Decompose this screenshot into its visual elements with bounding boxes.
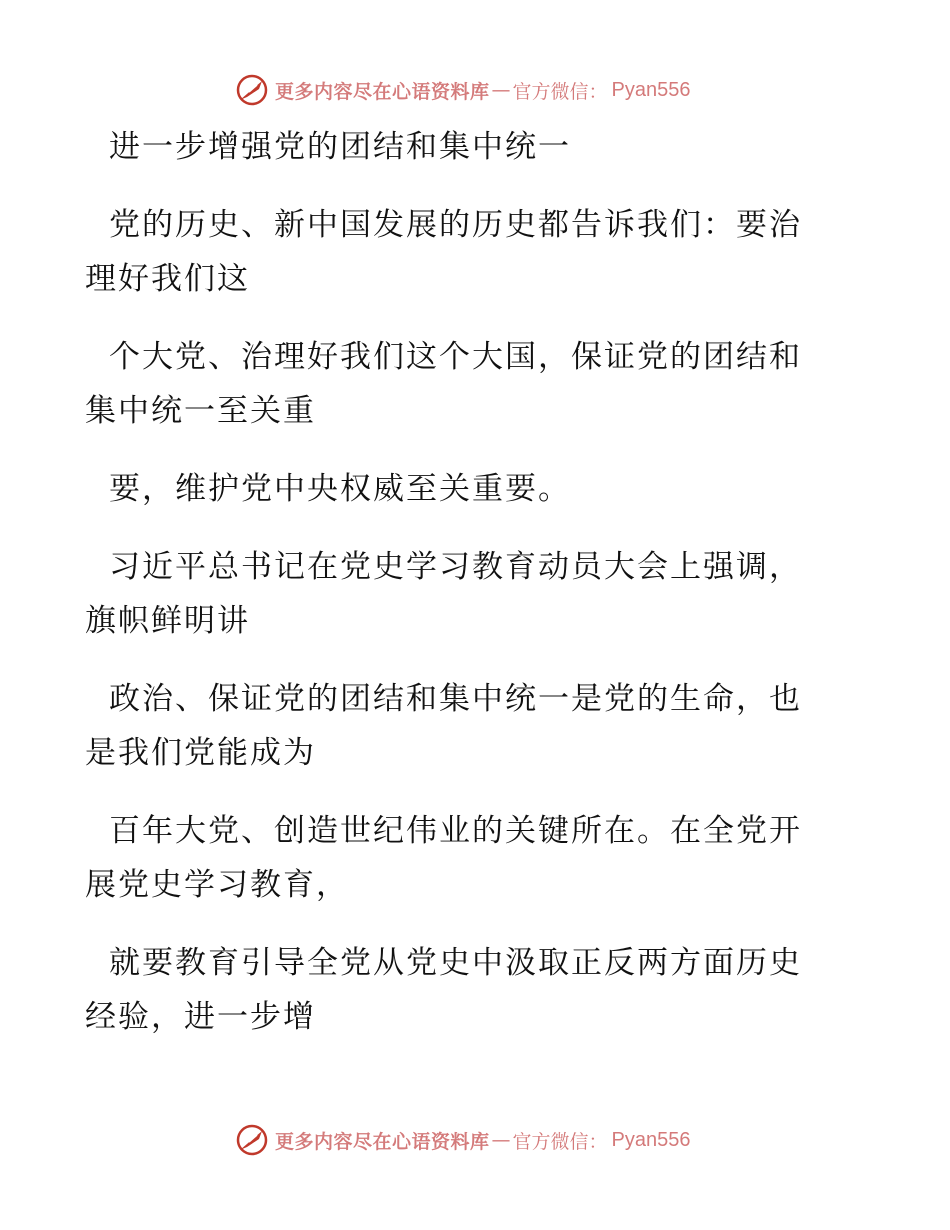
paragraph-4 <box>97 462 857 516</box>
paragraph-1 <box>97 120 857 174</box>
paragraph-2 <box>85 198 857 306</box>
paragraph-8-line-1: 就要教育引导全党从党史中汲取正反两方面历史 <box>109 945 802 981</box>
footer-banner-wechat-id: Pyan556 <box>611 1128 691 1151</box>
paragraph-3 <box>85 330 857 438</box>
header-banner-wechat-id: Pyan556 <box>611 78 691 101</box>
paragraph-8 <box>85 936 857 1044</box>
paragraph-5 <box>85 540 857 648</box>
header-banner-wechat-label: 官方微信： <box>512 80 608 103</box>
paragraph-2-line-2: 理好我们这 <box>85 261 250 297</box>
paragraph-2-line-1: 党的历史、新中国发展的历史都告诉我们：要治 <box>109 207 802 243</box>
paragraph-7-line-2: 展党史学习教育， <box>85 867 349 903</box>
quill-pen-logo-icon <box>235 1123 269 1157</box>
paragraph-1-line-1: 进一步增强党的团结和集中统一 <box>109 129 571 165</box>
quill-pen-logo-icon <box>235 73 269 107</box>
paragraph-4-line-1: 要，维护党中央权威至关重要。 <box>109 471 571 507</box>
footer-banner <box>0 1120 950 1160</box>
header-banner <box>0 70 950 110</box>
paragraph-6 <box>85 672 857 780</box>
header-banner-dash: — <box>491 79 511 101</box>
paragraph-5-line-1: 习近平总书记在党史学习教育动员大会上强调， <box>109 549 802 585</box>
header-banner-title: 更多内容尽在心语资料库 <box>275 80 490 103</box>
paragraph-3-line-1: 个大党、治理好我们这个大国，保证党的团结和 <box>109 339 802 375</box>
paragraph-6-line-2: 是我们党能成为 <box>85 735 316 771</box>
document-body <box>85 120 857 1068</box>
paragraph-6-line-1: 政治、保证党的团结和集中统一是党的生命，也 <box>109 681 802 717</box>
paragraph-3-line-2: 集中统一至关重 <box>85 393 316 429</box>
paragraph-8-line-2: 经验，进一步增 <box>85 999 316 1035</box>
footer-banner-title: 更多内容尽在心语资料库 <box>275 1130 490 1153</box>
paragraph-7 <box>85 804 857 912</box>
paragraph-7-line-1: 百年大党、创造世纪伟业的关键所在。在全党开 <box>109 813 802 849</box>
footer-banner-wechat-label: 官方微信： <box>512 1130 608 1153</box>
footer-banner-dash: — <box>491 1129 511 1151</box>
paragraph-5-line-2: 旗帜鲜明讲 <box>85 603 250 639</box>
